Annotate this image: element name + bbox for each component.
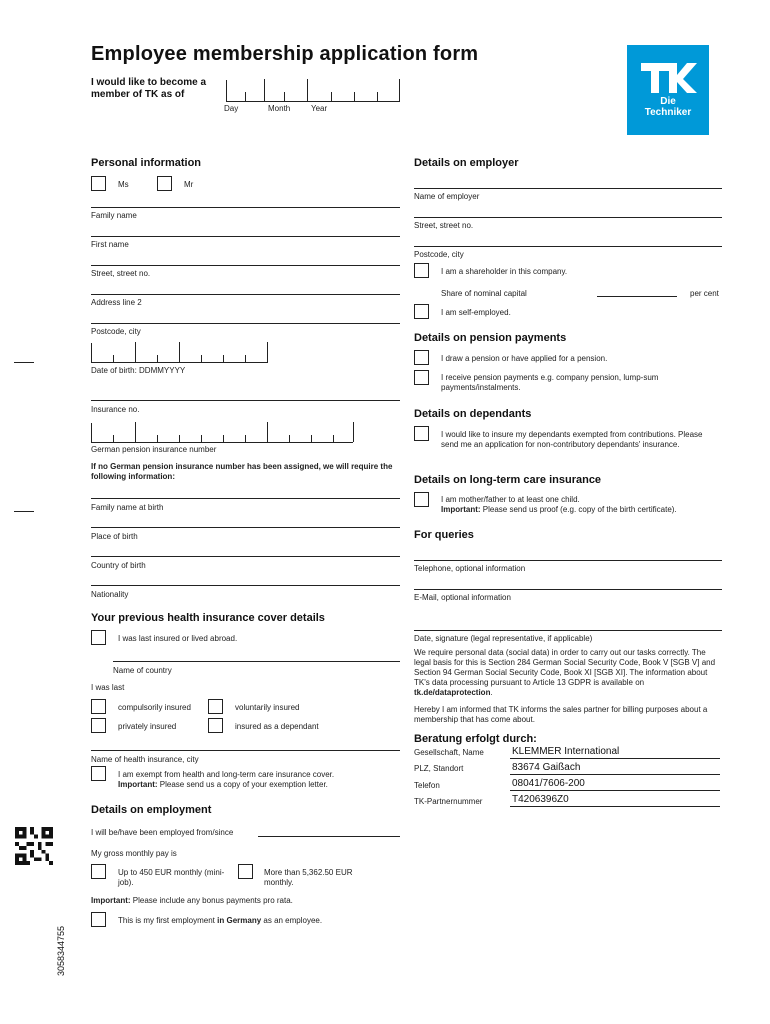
tk-logo-mark-icon xyxy=(639,59,697,97)
parent-checkbox[interactable] xyxy=(414,492,429,507)
telephone-field[interactable] xyxy=(414,560,722,561)
year-label: Year xyxy=(311,104,328,113)
advice-phone-value: 08041/7606-200 xyxy=(512,778,585,789)
abroad-checkbox[interactable] xyxy=(91,630,106,645)
up-to-450-label: Up to 450 EUR monthly (mini-job). xyxy=(118,868,225,887)
first-employment-label xyxy=(118,916,398,926)
dependant-label: insured as a dependant xyxy=(235,722,319,731)
fold-mark-top xyxy=(14,362,34,363)
previous-insurance-heading: Your previous health insurance cover details xyxy=(91,612,325,624)
family-name-field[interactable] xyxy=(91,207,400,208)
page-title: Employee membership application form xyxy=(91,43,479,65)
start-date-month-field[interactable] xyxy=(264,80,308,102)
address2-field[interactable] xyxy=(91,294,400,295)
first-name-label: First name xyxy=(91,240,129,249)
insurance-no-label: Insurance no. xyxy=(91,405,140,414)
advice-partner-line xyxy=(510,806,720,807)
shareholder-checkbox[interactable] xyxy=(414,263,429,278)
country-of-birth-field[interactable] xyxy=(91,556,400,557)
employer-postcode-field[interactable] xyxy=(414,246,722,247)
dependant-checkbox[interactable] xyxy=(208,718,223,733)
email-field[interactable] xyxy=(414,589,722,590)
nationality-field[interactable] xyxy=(91,585,400,586)
place-of-birth-label: Place of birth xyxy=(91,532,138,541)
more-than-checkbox[interactable] xyxy=(238,864,253,879)
employer-street-label: Street, street no. xyxy=(414,221,474,230)
insure-dependants-label: I would like to insure my dependants exempted from contributions. Please send me an application for non-contributory dependants' insurance. xyxy=(441,430,703,449)
fold-mark-middle xyxy=(14,511,34,512)
exempt-text: I am exempt from health and long-term care insurance cover. xyxy=(118,770,335,779)
qr-code-icon xyxy=(14,827,54,865)
advice-heading: Beratung erfolgt durch: xyxy=(414,733,537,745)
privacy-text: We require personal data (social data) in order to carry out our tasks correctly. The legal basis for this is Section 284 German Social Security Code, Book V [SGB V] and Section 94 German Social Security Code, Book XI [SGB XI]. The information about TK's data processing pursuant to Article 13 GDPR is available on xyxy=(414,648,716,687)
bonus-important-text: Please include any bonus payments pro rata. xyxy=(132,896,293,905)
month-label: Month xyxy=(268,104,291,113)
address2-label: Address line 2 xyxy=(91,298,142,307)
parent-text: I am mother/father to at least one child. xyxy=(441,495,580,504)
parent-label xyxy=(441,495,726,515)
advice-location-value: 83674 Gaißach xyxy=(512,762,581,773)
advice-partner-value: T4206396Z0 xyxy=(512,794,569,805)
first-employment-post: as an employee. xyxy=(263,916,323,925)
insure-dependants-checkbox[interactable] xyxy=(414,426,429,441)
abroad-label: I was last insured or lived abroad. xyxy=(118,634,238,643)
compulsory-checkbox[interactable] xyxy=(91,699,106,714)
exempt-checkbox[interactable] xyxy=(91,766,106,781)
up-to-450-checkbox[interactable] xyxy=(91,864,106,879)
advice-location-line xyxy=(510,774,720,775)
dob-label: Date of birth: DDMMYYYY xyxy=(91,366,186,375)
bonus-note xyxy=(91,896,400,906)
exempt-important-text: Please send us a copy of your exemption letter. xyxy=(159,780,328,789)
receive-pension-checkbox[interactable] xyxy=(414,370,429,385)
employment-heading: Details on employment xyxy=(91,804,212,816)
country-name-label: Name of country xyxy=(113,666,172,675)
employer-heading: Details on employer xyxy=(414,157,519,169)
gross-pay-label: My gross monthly pay is xyxy=(91,849,177,858)
first-employment-bold: in Germany xyxy=(217,916,262,925)
compulsory-label: compulsorily insured xyxy=(118,703,191,712)
share-capital-label: Share of nominal capital xyxy=(441,289,527,298)
mr-checkbox[interactable] xyxy=(157,176,172,191)
employer-name-field[interactable] xyxy=(414,188,722,189)
ms-checkbox[interactable] xyxy=(91,176,106,191)
voluntary-checkbox[interactable] xyxy=(208,699,223,714)
privacy-note: We require personal data (social data) in order to carry out our tasks correctly. The legal basis for this is Section 284 German Social Security Code, Book V [SGB V] and Section 94 German Social Security Code, Book XI [SGB XI]. The information about TK's data processing pursuant to Article 13 GDPR is available on tk.de/dataprotection. xyxy=(414,648,716,697)
birth-family-name-field[interactable] xyxy=(91,498,400,499)
advice-phone-label: Telefon xyxy=(414,781,440,790)
self-employed-checkbox[interactable] xyxy=(414,304,429,319)
document-number: 3058344755 xyxy=(56,925,66,976)
advice-partner-label: TK-Partnernummer xyxy=(414,797,483,806)
tk-logo-text xyxy=(627,96,709,118)
street-field[interactable] xyxy=(91,265,400,266)
privacy-link[interactable]: tk.de/dataprotection xyxy=(414,688,491,697)
employer-name-label: Name of employer xyxy=(414,192,480,201)
signature-field[interactable] xyxy=(414,630,722,631)
privately-checkbox[interactable] xyxy=(91,718,106,733)
birth-family-name-label: Family name at birth xyxy=(91,503,164,512)
health-insurance-name-field[interactable] xyxy=(91,750,400,751)
receive-pension-label: I receive pension payments e.g. company pension, lump-sum payments/instalments. xyxy=(441,373,659,392)
employed-since-field[interactable] xyxy=(258,836,400,837)
shareholder-label: I am a shareholder in this company. xyxy=(441,267,568,276)
care-important-text: Please send us proof (e.g. copy of the birth certificate). xyxy=(482,505,677,514)
start-date-year-field[interactable] xyxy=(308,80,400,102)
voluntary-label: voluntarily insured xyxy=(235,703,300,712)
postcode-field[interactable] xyxy=(91,323,400,324)
bonus-important-label: Important: xyxy=(91,896,131,905)
advice-company-line xyxy=(510,758,720,759)
tk-logo xyxy=(627,45,709,135)
per-cent-label: per cent xyxy=(690,289,719,298)
country-name-field[interactable] xyxy=(113,661,400,662)
postcode-label: Postcode, city xyxy=(91,327,141,336)
logo-line-techniker: Techniker xyxy=(644,107,692,118)
exempt-important-label: Important: xyxy=(118,780,158,789)
was-last-label: I was last xyxy=(91,683,125,692)
advice-location-label: PLZ, Standort xyxy=(414,764,464,773)
membership-intro: I would like to become a member of TK as of xyxy=(91,77,207,100)
date-of-birth-field[interactable] xyxy=(91,343,268,363)
exempt-label xyxy=(118,770,398,790)
pension-heading: Details on pension payments xyxy=(414,332,567,344)
advice-company-value: KLEMMER International xyxy=(512,746,620,757)
employed-since-label: I will be/have been employed from/since xyxy=(91,828,234,837)
employer-street-field[interactable] xyxy=(414,217,722,218)
email-label: E-Mail, optional information xyxy=(414,593,511,602)
mr-label: Mr xyxy=(184,180,194,189)
more-than-label: More than 5,362.50 EUR monthly. xyxy=(264,868,353,887)
advice-company-label: Gesellschaft, Name xyxy=(414,748,484,757)
pension-no-label: German pension insurance number xyxy=(91,445,217,454)
health-insurance-name-label: Name of health insurance, city xyxy=(91,755,199,764)
no-pension-note: If no German pension insurance number has been assigned, we will require the following information: xyxy=(91,462,393,481)
privately-label: privately insured xyxy=(118,722,177,731)
ms-label: Ms xyxy=(118,180,129,189)
street-label: Street, street no. xyxy=(91,269,151,278)
first-name-field[interactable] xyxy=(91,236,400,237)
draw-pension-label: I draw a pension or have applied for a pension. xyxy=(441,354,608,363)
day-label: Day xyxy=(224,104,239,113)
first-employment-pre: This is my first employment xyxy=(118,916,215,925)
queries-heading: For queries xyxy=(414,529,474,541)
employer-postcode-label: Postcode, city xyxy=(414,250,464,259)
advice-phone-line xyxy=(510,790,720,791)
nationality-label: Nationality xyxy=(91,590,129,599)
place-of-birth-field[interactable] xyxy=(91,527,400,528)
start-date-day-field[interactable] xyxy=(226,80,264,102)
insurance-no-field[interactable] xyxy=(91,400,400,401)
personal-info-heading: Personal information xyxy=(91,157,202,169)
care-important-label: Important: xyxy=(441,505,481,514)
logo-line-die: Die xyxy=(660,96,676,107)
sales-partner-note: Hereby I am informed that TK informs the sales partner for billing purposes about a membership that has come about. xyxy=(414,705,708,724)
pension-number-field[interactable] xyxy=(91,423,353,443)
family-name-label: Family name xyxy=(91,211,137,220)
signature-label: Date, signature (legal representative, if applicable) xyxy=(414,634,593,643)
country-of-birth-label: Country of birth xyxy=(91,561,146,570)
care-heading: Details on long-term care insurance xyxy=(414,474,602,486)
first-employment-checkbox[interactable] xyxy=(91,912,106,927)
telephone-label: Telephone, optional information xyxy=(414,564,526,573)
share-capital-field[interactable] xyxy=(597,296,677,297)
draw-pension-checkbox[interactable] xyxy=(414,350,429,365)
self-employed-label: I am self-employed. xyxy=(441,308,511,317)
dependants-heading: Details on dependants xyxy=(414,408,532,420)
